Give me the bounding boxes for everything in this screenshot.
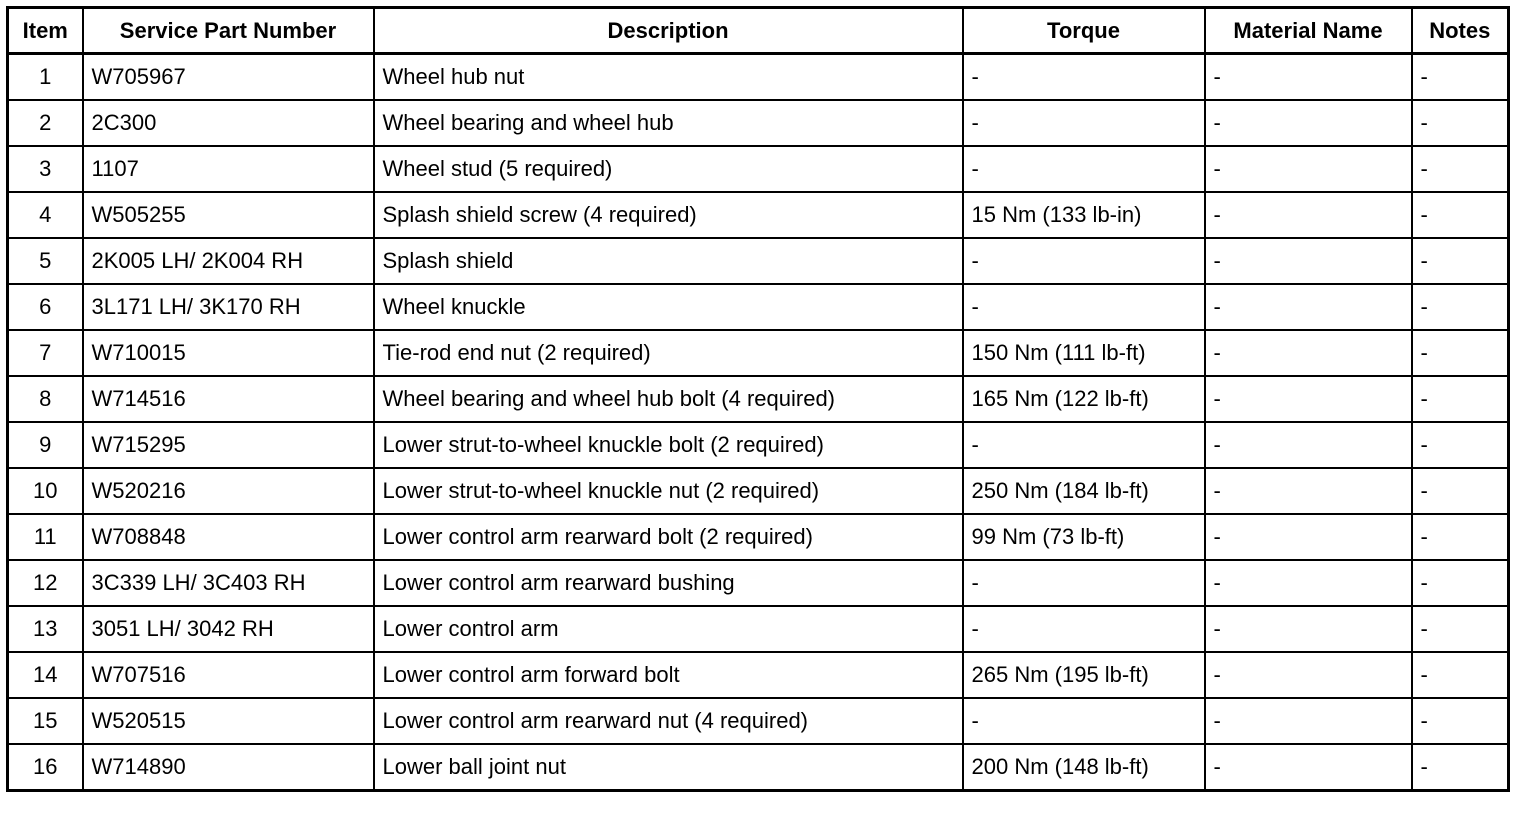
- cell-item: 11: [8, 514, 83, 560]
- cell-part-number: 3051 LH/ 3042 RH: [83, 606, 374, 652]
- cell-part-number: 3L171 LH/ 3K170 RH: [83, 284, 374, 330]
- cell-material: -: [1205, 698, 1412, 744]
- cell-part-number: W505255: [83, 192, 374, 238]
- cell-description: Wheel knuckle: [374, 284, 963, 330]
- parts-table: [6, 6, 1510, 792]
- header-description: Description: [374, 8, 963, 54]
- cell-material: -: [1205, 376, 1412, 422]
- cell-part-number: 1107: [83, 146, 374, 192]
- header-torque: Torque: [963, 8, 1205, 54]
- cell-notes: -: [1412, 422, 1509, 468]
- cell-description: Wheel hub nut: [374, 54, 963, 101]
- cell-description: Wheel bearing and wheel hub bolt (4 required): [374, 376, 963, 422]
- cell-notes: -: [1412, 192, 1509, 238]
- cell-item: 7: [8, 330, 83, 376]
- cell-torque: 165 Nm (122 lb-ft): [963, 376, 1205, 422]
- cell-description: Wheel stud (5 required): [374, 146, 963, 192]
- cell-torque: -: [963, 284, 1205, 330]
- cell-material: -: [1205, 606, 1412, 652]
- cell-notes: -: [1412, 100, 1509, 146]
- cell-torque: 150 Nm (111 lb-ft): [963, 330, 1205, 376]
- cell-notes: -: [1412, 284, 1509, 330]
- cell-item: 10: [8, 468, 83, 514]
- table-row: [8, 330, 1509, 376]
- table-row: [8, 284, 1509, 330]
- table-row: [8, 652, 1509, 698]
- cell-material: -: [1205, 330, 1412, 376]
- cell-notes: -: [1412, 514, 1509, 560]
- cell-material: -: [1205, 744, 1412, 791]
- header-item: Item: [8, 8, 83, 54]
- table-row: [8, 744, 1509, 791]
- cell-torque: 265 Nm (195 lb-ft): [963, 652, 1205, 698]
- cell-torque: -: [963, 54, 1205, 101]
- cell-part-number: W714890: [83, 744, 374, 791]
- cell-material: -: [1205, 54, 1412, 101]
- parts-table-body: [8, 54, 1509, 791]
- cell-notes: -: [1412, 652, 1509, 698]
- cell-torque: 99 Nm (73 lb-ft): [963, 514, 1205, 560]
- cell-description: Wheel bearing and wheel hub: [374, 100, 963, 146]
- cell-torque: -: [963, 698, 1205, 744]
- table-row: [8, 606, 1509, 652]
- cell-notes: -: [1412, 698, 1509, 744]
- cell-item: 16: [8, 744, 83, 791]
- cell-notes: -: [1412, 238, 1509, 284]
- header-row: [8, 8, 1509, 54]
- cell-part-number: 2K005 LH/ 2K004 RH: [83, 238, 374, 284]
- cell-description: Tie-rod end nut (2 required): [374, 330, 963, 376]
- table-row: [8, 100, 1509, 146]
- cell-item: 12: [8, 560, 83, 606]
- table-row: [8, 560, 1509, 606]
- cell-item: 2: [8, 100, 83, 146]
- cell-material: -: [1205, 514, 1412, 560]
- cell-item: 14: [8, 652, 83, 698]
- cell-part-number: W715295: [83, 422, 374, 468]
- cell-part-number: 3C339 LH/ 3C403 RH: [83, 560, 374, 606]
- cell-part-number: 2C300: [83, 100, 374, 146]
- table-row: [8, 422, 1509, 468]
- cell-material: -: [1205, 100, 1412, 146]
- cell-part-number: W705967: [83, 54, 374, 101]
- table-row: [8, 514, 1509, 560]
- cell-material: -: [1205, 652, 1412, 698]
- cell-part-number: W710015: [83, 330, 374, 376]
- cell-description: Lower ball joint nut: [374, 744, 963, 791]
- table-row: [8, 468, 1509, 514]
- cell-torque: -: [963, 146, 1205, 192]
- cell-description: Lower strut-to-wheel knuckle nut (2 required): [374, 468, 963, 514]
- table-row: [8, 146, 1509, 192]
- cell-material: -: [1205, 284, 1412, 330]
- table-row: [8, 376, 1509, 422]
- cell-torque: -: [963, 100, 1205, 146]
- cell-notes: -: [1412, 330, 1509, 376]
- cell-notes: -: [1412, 146, 1509, 192]
- cell-torque: -: [963, 606, 1205, 652]
- cell-description: Lower control arm forward bolt: [374, 652, 963, 698]
- header-notes: Notes: [1412, 8, 1509, 54]
- table-row: [8, 698, 1509, 744]
- cell-material: -: [1205, 146, 1412, 192]
- cell-notes: -: [1412, 468, 1509, 514]
- cell-part-number: W714516: [83, 376, 374, 422]
- cell-item: 9: [8, 422, 83, 468]
- cell-item: 3: [8, 146, 83, 192]
- cell-material: -: [1205, 468, 1412, 514]
- cell-notes: -: [1412, 54, 1509, 101]
- cell-description: Splash shield: [374, 238, 963, 284]
- cell-part-number: W707516: [83, 652, 374, 698]
- table-row: [8, 54, 1509, 101]
- cell-torque: -: [963, 238, 1205, 284]
- cell-material: -: [1205, 560, 1412, 606]
- cell-item: 5: [8, 238, 83, 284]
- cell-notes: -: [1412, 606, 1509, 652]
- cell-torque: 200 Nm (148 lb-ft): [963, 744, 1205, 791]
- cell-description: Splash shield screw (4 required): [374, 192, 963, 238]
- cell-description: Lower control arm rearward bushing: [374, 560, 963, 606]
- cell-material: -: [1205, 238, 1412, 284]
- cell-part-number: W520216: [83, 468, 374, 514]
- cell-item: 4: [8, 192, 83, 238]
- cell-material: -: [1205, 192, 1412, 238]
- cell-notes: -: [1412, 744, 1509, 791]
- cell-description: Lower control arm: [374, 606, 963, 652]
- cell-part-number: W520515: [83, 698, 374, 744]
- cell-notes: -: [1412, 560, 1509, 606]
- cell-description: Lower control arm rearward bolt (2 required): [374, 514, 963, 560]
- cell-item: 6: [8, 284, 83, 330]
- cell-description: Lower control arm rearward nut (4 required): [374, 698, 963, 744]
- table-row: [8, 192, 1509, 238]
- header-material-name: Material Name: [1205, 8, 1412, 54]
- cell-torque: -: [963, 560, 1205, 606]
- cell-torque: 250 Nm (184 lb-ft): [963, 468, 1205, 514]
- cell-item: 8: [8, 376, 83, 422]
- cell-notes: -: [1412, 376, 1509, 422]
- cell-torque: 15 Nm (133 lb-in): [963, 192, 1205, 238]
- table-row: [8, 238, 1509, 284]
- cell-description: Lower strut-to-wheel knuckle bolt (2 required): [374, 422, 963, 468]
- cell-material: -: [1205, 422, 1412, 468]
- header-service-part-number: Service Part Number: [83, 8, 374, 54]
- cell-item: 1: [8, 54, 83, 101]
- cell-item: 13: [8, 606, 83, 652]
- cell-part-number: W708848: [83, 514, 374, 560]
- cell-item: 15: [8, 698, 83, 744]
- cell-torque: -: [963, 422, 1205, 468]
